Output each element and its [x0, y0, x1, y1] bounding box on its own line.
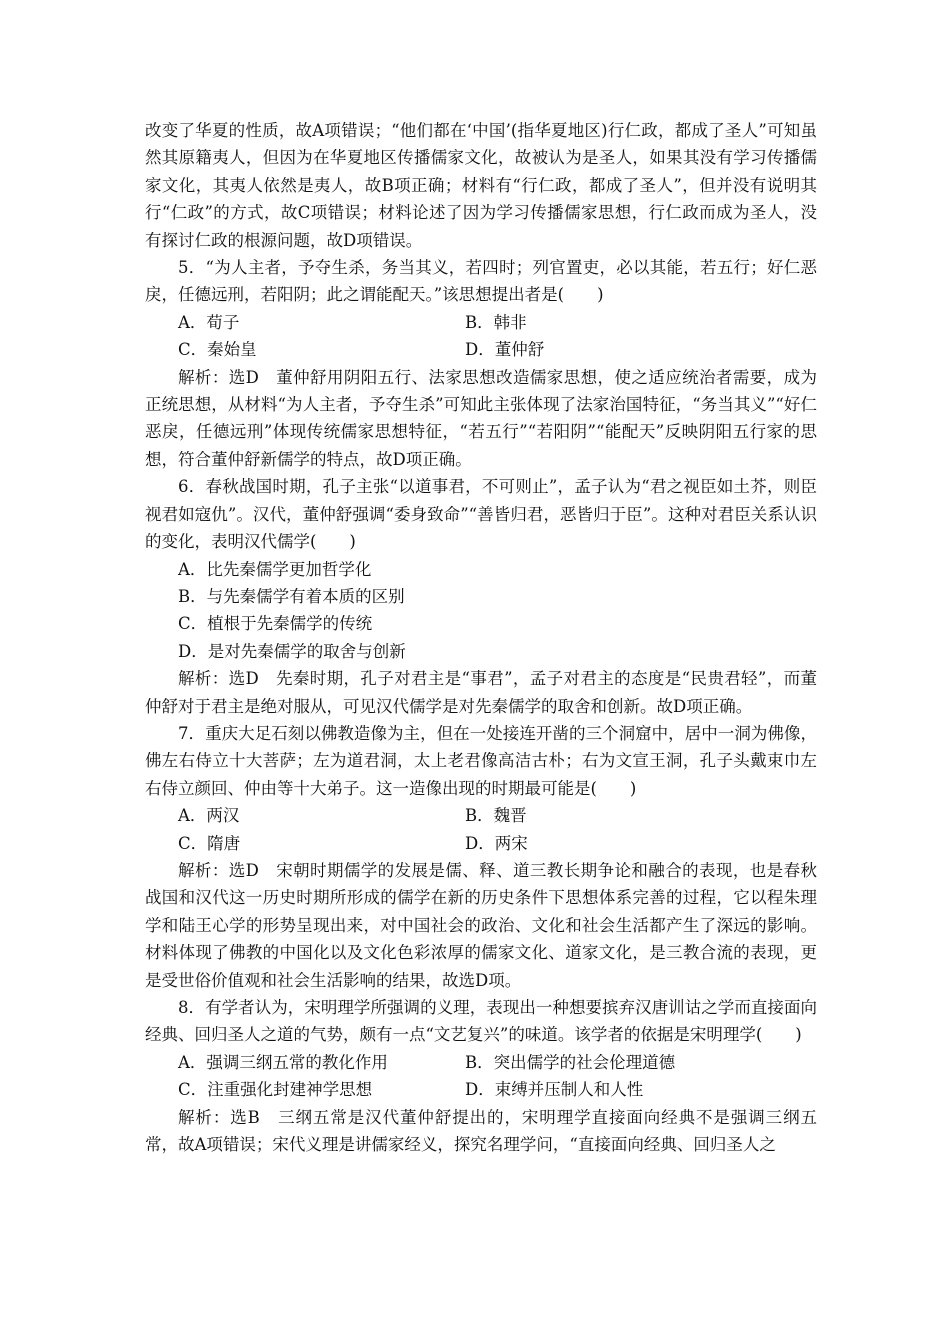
question-5: [145, 254, 817, 473]
document-body: [145, 117, 817, 1158]
question-7-stem: 7．重庆大足石刻以佛教造像为主，但在一处接连开凿的三个洞窟中，居中一洞为佛像，佛左右侍立十大菩萨；左为道君洞，太上老君像高洁古朴；右为文宣王洞，孔子头戴束巾左右侍立颜回、仲由等十大弟子。这一造像出现的时期最可能是( ): [145, 723, 817, 798]
question-5-analysis: 解析：选D 董仲舒用阴阳五行、法家思想改造儒家思想，使之适应统治者需要，成为正统思想，从材料“为人主者，予夺生杀”可知此主张体现了法家治国特征，“务当其义”“好仁恶戾，任德远刑”体现传统儒家思想特征，“若五行”“若阳阴”“能配天”反映阴阳五行家的思想，符合董仲舒新儒学的特点，故D项正确。: [145, 367, 817, 469]
question-8-options-row-1: [145, 1049, 817, 1076]
question-5-options-row-2: [145, 336, 817, 363]
question-8-stem: 8．有学者认为，宋明理学所强调的义理，表现出一种想要摈弃汉唐训诂之学而直接面向经典、回归圣人之道的气势，颇有一点“文艺复兴”的味道。该学者的依据是宋明理学( ): [145, 998, 817, 1045]
option-c: C．植根于先秦儒学的传统: [178, 614, 373, 634]
option-d: D．两宋: [465, 833, 528, 853]
question-7: [145, 720, 817, 994]
option-a: A．强调三纲五常的教化作用: [178, 1052, 388, 1072]
option-d: D．束缚并压制人和人性: [465, 1080, 644, 1100]
question-7-options-row-1: [145, 802, 817, 829]
option-d: D．董仲舒: [465, 340, 545, 360]
question-7-analysis: 解析：选D 宋朝时期儒学的发展是儒、释、道三教长期争论和融合的表现，也是春秋战国和汉代这一历史时期所形成的儒学在新的历史条件下思想体系完善的过程，它以程朱理学和陆王心学的形势呈现出来，对中国社会的政治、文化和社会生活都产生了深远的影响。材料体现了佛教的中国化以及文化色彩浓厚的儒家文化、道家文化，是三教合流的表现，更是受世俗价值观和社会生活影响的结果，故选D项。: [145, 860, 817, 990]
option-b: B．魏晋: [465, 806, 527, 826]
question-6: [145, 473, 817, 720]
option-a: A．两汉: [178, 806, 240, 826]
option-a: A．比先秦儒学更加哲学化: [178, 559, 372, 579]
option-b: B．韩非: [465, 312, 527, 332]
option-d: D．是对先秦儒学的取舍与创新: [178, 641, 406, 661]
option-c: C．秦始皇: [178, 340, 257, 360]
option-b: B．突出儒学的社会伦理道德: [465, 1052, 676, 1072]
lead-paragraph: 改变了华夏的性质，故A项错误；“他们都在‘中国’(指华夏地区)行仁政，都成了圣人”可知虽然其原籍夷人，但因为在华夏地区传播儒家文化，故被认为是圣人，如果其没有学习传播儒家文化，其夷人依然是夷人，故B项正确；材料有“行仁政，都成了圣人”，但并没有说明其行“仁政”的方式，故C项错误；材料论述了因为学习传播儒家思想，行仁政而成为圣人，没有探讨仁政的根源问题，故D项错误。: [145, 121, 817, 250]
option-c: C．隋唐: [178, 833, 241, 853]
question-6-stem: 6．春秋战国时期，孔子主张“以道事君，不可则止”，孟子认为“君之视臣如土芥，则臣视君如寇仇”。汉代，董仲舒强调“委身致命”“善皆归君，恶皆归于臣”。这种对君臣关系认识的变化，表明汉代儒学( ): [145, 477, 817, 552]
question-7-options-row-2: [145, 830, 817, 857]
option-b: B．与先秦儒学有着本质的区别: [178, 586, 405, 606]
option-c: C．注重强化封建神学思想: [178, 1080, 373, 1100]
question-8: [145, 994, 817, 1158]
question-8-options-row-2: [145, 1076, 817, 1103]
question-8-analysis: 解析：选B 三纲五常是汉代董仲舒提出的，宋明理学直接面向经典不是强调三纲五常，故A项错误；宋代义理是讲儒家经义，探究名理学问，“直接面向经典、回归圣人之: [145, 1107, 817, 1155]
question-6-analysis: 解析：选D 先秦时期，孔子对君主是“事君”，孟子对君主的态度是“民贵君轻”，而董仲舒对于君主是绝对服从，可见汉代儒学是对先秦儒学的取舍和创新。故D项正确。: [145, 669, 817, 716]
option-a: A．荀子: [178, 312, 240, 332]
question-5-stem: 5．“为人主者，予夺生杀，务当其义，若四时；列官置吏，必以其能，若五行；好仁恶戾，任德远刑，若阳阴；此之谓能配天。”该思想提出者是( ): [145, 258, 817, 305]
question-5-options-row-1: [145, 309, 817, 336]
